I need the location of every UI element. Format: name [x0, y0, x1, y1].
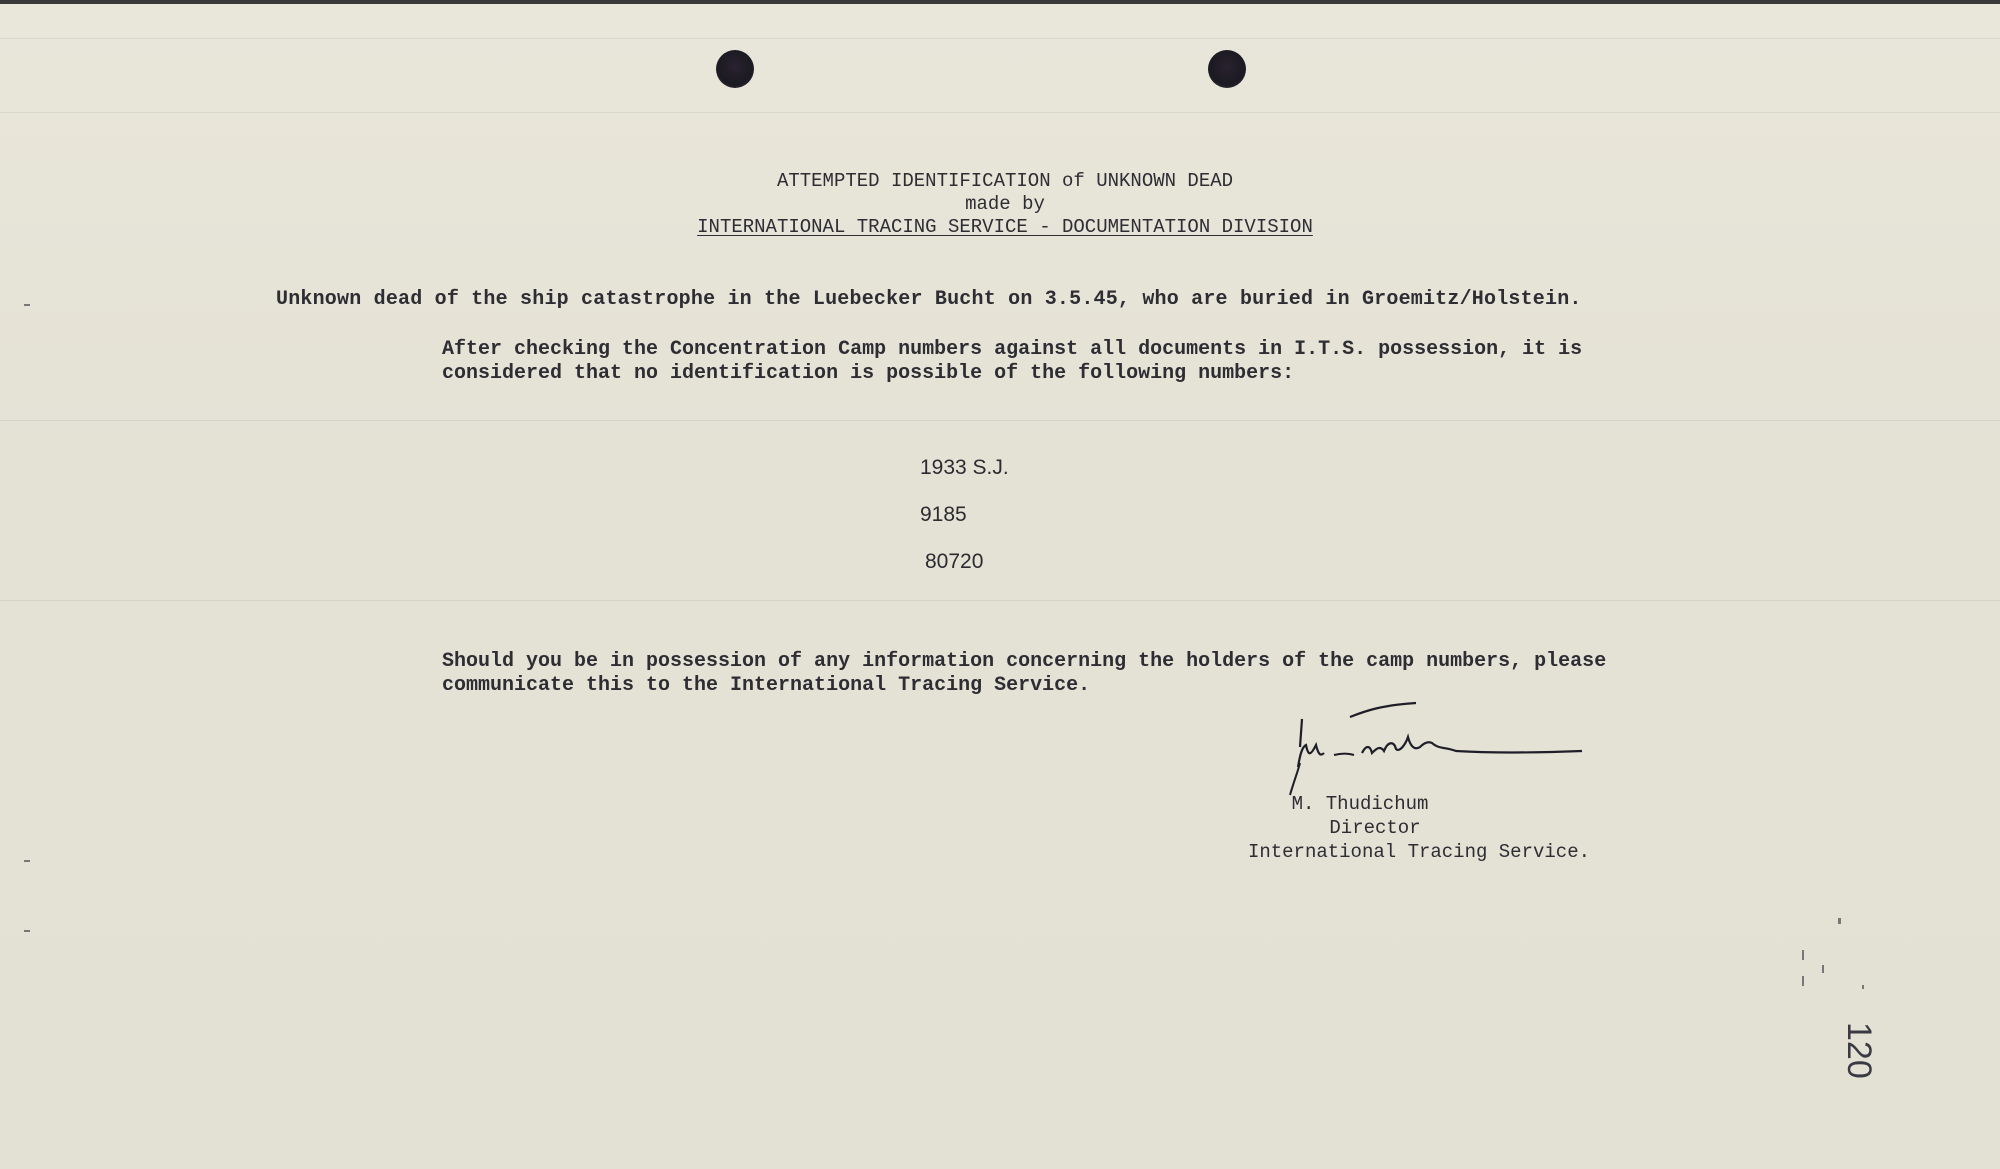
header-title: ATTEMPTED IDENTIFICATION of UNKNOWN DEAD [776, 170, 1234, 192]
camp-number: 9185 [920, 503, 967, 526]
margin-mark [1802, 976, 1804, 986]
camp-number: 1933 S.J. [920, 456, 1009, 479]
top-edge [0, 0, 2000, 4]
faint-rule [0, 112, 2000, 113]
document-header [0, 170, 2000, 239]
camp-number: 80720 [925, 550, 984, 573]
margin-mark [1838, 918, 1841, 924]
punch-hole-left [716, 50, 754, 88]
request-paragraph: Should you be in possession of any information concerning the holders of the camp numbers, please communicate this to the International Tracing Service. [442, 650, 1607, 697]
punch-hole-right [1208, 50, 1246, 88]
header-organization: INTERNATIONAL TRACING SERVICE - DOCUMENTATION DIVISION [697, 216, 1313, 238]
checking-paragraph: After checking the Concentration Camp numbers against all documents in I.T.S. possession, it is considered that no identification is possible of the following numbers: [442, 338, 1583, 385]
signatory-name: M. Thudichum [1291, 793, 1429, 815]
page-number: 120 [1840, 1022, 1878, 1079]
subject-line: Unknown dead of the ship catastrophe in the Luebecker Bucht on 3.5.45, who are buried in Groemitz/Holstein. [276, 288, 1582, 311]
signature-block [1150, 792, 1600, 864]
margin-mark [1802, 950, 1804, 960]
header-made-by: made by [965, 193, 1045, 215]
camp-number-list [920, 456, 1009, 597]
margin-mark [24, 930, 30, 932]
signatory-title: Director [1329, 817, 1421, 839]
margin-mark [1862, 985, 1864, 989]
faint-rule [0, 600, 2000, 601]
faint-rule [0, 420, 2000, 421]
signatory-organization: International Tracing Service. [1247, 841, 1590, 863]
margin-mark [24, 860, 30, 862]
faint-rule [0, 38, 2000, 39]
margin-mark [24, 304, 30, 306]
margin-mark [1822, 965, 1824, 973]
